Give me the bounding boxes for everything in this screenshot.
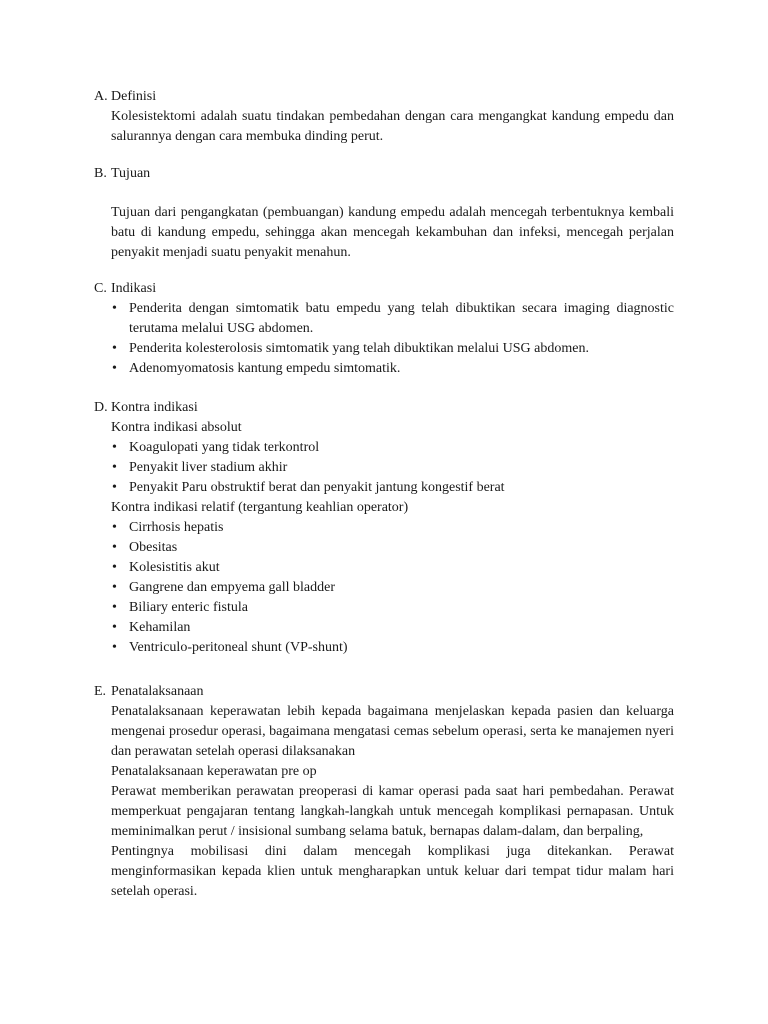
- section-heading: [94, 87, 674, 107]
- section-kontra-indikasi: [94, 398, 674, 658]
- section-penatalaksanaan: [94, 682, 674, 902]
- kontra-absolut-list: [111, 438, 674, 498]
- list-item: • Kehamilan: [111, 618, 674, 638]
- section-title: Penatalaksanaan: [111, 684, 204, 699]
- section-tujuan: [94, 164, 674, 263]
- definisi-text: Kolesistektomi adalah suatu tindakan pembedahan dengan cara mengangkat kandung empedu dan salurannya dengan cara membuka dinding perut.: [111, 109, 674, 144]
- list-item: • Obesitas: [111, 538, 674, 558]
- section-letter: B.: [94, 166, 107, 181]
- kontra-absolut-label: Kontra indikasi absolut: [111, 420, 242, 435]
- penatalaksanaan-text: Penatalaksanaan keperawatan lebih kepada bagaimana menjelaskan kepada pasien dan keluarga mengenai prosedur operasi, bagaimana mengatasi cemas sebelum operasi, serta ke manajemen nyeri dan perawatan setelah operasi dilaksanakan: [111, 704, 674, 759]
- section-letter: A.: [94, 89, 108, 104]
- mobilisasi-text: Pentingnya mobilisasi dini dalam mencegah komplikasi juga ditekankan. Perawat menginformasikan kepada klien untuk mengharapkan untuk keluar dari tempat tidur malam hari setelah operasi.: [111, 844, 674, 899]
- section-letter: C.: [94, 281, 107, 296]
- section-title: Definisi: [111, 89, 157, 104]
- list-item: • Kolesistitis akut: [111, 558, 674, 578]
- list-item: • Cirrhosis hepatis: [111, 518, 674, 538]
- list-item: • Penderita dengan simtomatik batu empedu yang telah dibuktikan secara imaging diagnostic terutama melalui USG abdomen.: [111, 299, 674, 339]
- list-item: • Penyakit liver stadium akhir: [111, 458, 674, 478]
- list-item: • Adenomyomatosis kantung empedu simtomatik.: [111, 359, 674, 379]
- section-letter: E.: [94, 684, 107, 699]
- list-item: • Gangrene dan empyema gall bladder: [111, 578, 674, 598]
- section-letter: D.: [94, 400, 108, 415]
- pre-op-text: Perawat memberikan perawatan preoperasi di kamar operasi pada saat hari pembedahan. Perawat memperkuat pengajaran tentang langkah-langkah untuk mencegah komplikasi pernapasan. Untuk meminimalkan perut / insisional sumbang selama batuk, bernapas dalam-dalam, dan berpaling,: [111, 784, 674, 839]
- section-title: Tujuan: [111, 166, 151, 181]
- list-item: • Ventriculo-peritoneal shunt (VP-shunt): [111, 638, 674, 658]
- pre-op-subheading: Penatalaksanaan keperawatan pre op: [111, 764, 317, 779]
- section-heading: [94, 398, 674, 418]
- kontra-relatif-label: Kontra indikasi relatif (tergantung keahlian operator): [111, 500, 409, 515]
- list-item: • Koagulopati yang tidak terkontrol: [111, 438, 674, 458]
- indikasi-list: [111, 299, 674, 379]
- section-indikasi: [94, 279, 674, 379]
- tujuan-text: Tujuan dari pengangkatan (pembuangan) kandung empedu adalah mencegah terbentuknya kembali batu di kandung empedu, sehingga akan mencegah kekambuhan dan infeksi, mencegah perjalan penyakit menjadi suatu penyakit menahun.: [111, 205, 674, 260]
- section-heading: [94, 682, 674, 702]
- section-heading: [94, 164, 674, 184]
- section-title: Indikasi: [111, 281, 157, 296]
- list-item: • Biliary enteric fistula: [111, 598, 674, 618]
- section-title: Kontra indikasi: [111, 400, 198, 415]
- section-definisi: [94, 87, 674, 147]
- list-item: • Penyakit Paru obstruktif berat dan penyakit jantung kongestif berat: [111, 478, 674, 498]
- kontra-relatif-list: [111, 518, 674, 658]
- section-heading: [94, 279, 674, 299]
- list-item: • Penderita kolesterolosis simtomatik yang telah dibuktikan melalui USG abdomen.: [111, 339, 674, 359]
